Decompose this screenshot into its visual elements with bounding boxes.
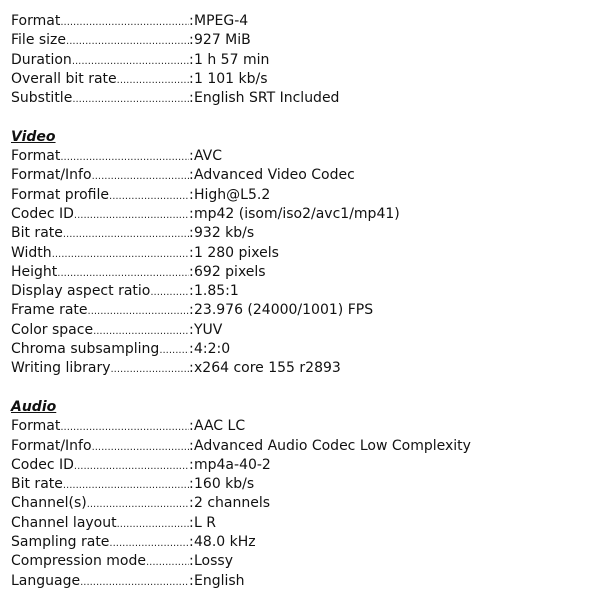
info-row bbox=[11, 494, 591, 513]
row-colon: : bbox=[189, 495, 194, 512]
row-value: YUV bbox=[194, 321, 223, 338]
row-colon: : bbox=[189, 360, 194, 377]
row-label: Writing library ..... bbox=[11, 359, 189, 379]
row-value: 1 280 pixels bbox=[194, 244, 279, 261]
row-value: English bbox=[194, 572, 245, 589]
row-label: Sampling rate ..... bbox=[11, 533, 189, 553]
row-value: 48.0 kHz bbox=[194, 534, 256, 551]
row-label: Bit rate ..... bbox=[11, 475, 189, 495]
row-label: Color space ..... bbox=[11, 321, 189, 341]
row-colon: : bbox=[189, 51, 194, 68]
row-value: AAC LC bbox=[194, 418, 246, 435]
row-colon: : bbox=[189, 437, 194, 454]
row-label: Bit rate ..... bbox=[11, 224, 189, 244]
row-value: 4:2:0 bbox=[194, 341, 231, 358]
info-row bbox=[11, 89, 591, 108]
media-info-sheet bbox=[11, 12, 591, 591]
row-value: Lossy bbox=[194, 553, 233, 570]
info-row bbox=[11, 456, 591, 475]
info-row bbox=[11, 205, 591, 224]
row-label: Format ..... bbox=[11, 147, 189, 167]
row-label: Height ..... bbox=[11, 263, 189, 283]
info-row bbox=[11, 321, 591, 340]
row-colon: : bbox=[189, 205, 194, 222]
info-row bbox=[11, 340, 591, 359]
row-label: Language ..... bbox=[11, 572, 189, 592]
info-row bbox=[11, 31, 591, 50]
row-colon: : bbox=[189, 263, 194, 280]
info-row bbox=[11, 301, 591, 320]
row-colon: : bbox=[189, 13, 194, 29]
info-row bbox=[11, 282, 591, 301]
row-value: High@L5.2 bbox=[194, 186, 271, 203]
row-label: Format/Info ..... bbox=[11, 437, 189, 457]
row-value: English SRT Included bbox=[194, 90, 340, 107]
row-label: Format profile ..... bbox=[11, 186, 189, 206]
row-colon: : bbox=[189, 476, 194, 493]
row-value: Advanced Audio Codec Low Complexity bbox=[194, 437, 471, 454]
row-value: x264 core 155 r2893 bbox=[194, 360, 341, 377]
info-row bbox=[11, 70, 591, 89]
info-row bbox=[11, 417, 591, 436]
row-label: Format/Info ..... bbox=[11, 166, 189, 186]
row-colon: : bbox=[189, 225, 194, 242]
row-label: Overall bit rate ..... bbox=[11, 70, 189, 90]
row-value: L R bbox=[194, 514, 216, 531]
row-colon: : bbox=[189, 70, 194, 87]
row-colon: : bbox=[189, 553, 194, 570]
row-colon: : bbox=[189, 534, 194, 551]
row-value: mp4a-40-2 bbox=[194, 456, 271, 473]
row-label: Codec ID ..... bbox=[11, 205, 189, 225]
row-label: Frame rate ..... bbox=[11, 301, 189, 321]
info-row bbox=[11, 224, 591, 243]
row-value: 932 kb/s bbox=[194, 225, 255, 242]
video-section bbox=[11, 128, 591, 379]
row-label: Chroma subsampling ..... bbox=[11, 340, 189, 360]
row-colon: : bbox=[189, 456, 194, 473]
row-colon: : bbox=[189, 32, 194, 49]
info-row bbox=[11, 359, 591, 378]
row-colon: : bbox=[189, 186, 194, 203]
row-label: Display aspect ratio ..... bbox=[11, 282, 189, 302]
row-label: Width ..... bbox=[11, 244, 189, 264]
info-row bbox=[11, 437, 591, 456]
row-value: mp42 (isom/iso2/avc1/mp41) bbox=[194, 205, 400, 222]
row-colon: : bbox=[189, 418, 194, 435]
row-value: 927 MiB bbox=[194, 32, 251, 49]
row-colon: : bbox=[189, 514, 194, 531]
row-value: 692 pixels bbox=[194, 263, 266, 280]
info-row bbox=[11, 514, 591, 533]
video-section-title: Video bbox=[11, 128, 56, 145]
row-value: 23.976 (24000/1001) FPS bbox=[194, 302, 374, 319]
info-row bbox=[11, 244, 591, 263]
info-row bbox=[11, 572, 591, 591]
row-colon: : bbox=[189, 321, 194, 338]
row-value: 2 channels bbox=[194, 495, 271, 512]
row-value: 1.85:1 bbox=[194, 283, 239, 300]
row-colon: : bbox=[189, 244, 194, 261]
row-value: MPEG-4 bbox=[194, 13, 249, 29]
info-row bbox=[11, 166, 591, 185]
info-row bbox=[11, 263, 591, 282]
row-label: Codec ID ..... bbox=[11, 456, 189, 476]
general-section bbox=[11, 12, 591, 108]
row-label: Compression mode ..... bbox=[11, 552, 189, 572]
info-row bbox=[11, 475, 591, 494]
audio-section-title: Audio bbox=[11, 398, 57, 415]
row-label: Format ..... bbox=[11, 417, 189, 437]
row-label: Duration ..... bbox=[11, 51, 189, 71]
row-colon: : bbox=[189, 167, 194, 184]
row-label: File size ..... bbox=[11, 31, 189, 51]
info-row bbox=[11, 533, 591, 552]
info-row bbox=[11, 51, 591, 70]
info-row bbox=[11, 186, 591, 205]
row-label: Format ..... bbox=[11, 12, 189, 32]
row-colon: : bbox=[189, 148, 194, 165]
info-row bbox=[11, 552, 591, 571]
info-row bbox=[11, 147, 591, 166]
row-value: 1 101 kb/s bbox=[194, 70, 268, 87]
row-colon: : bbox=[189, 572, 194, 589]
row-label: Channel layout ..... bbox=[11, 514, 189, 534]
row-label: Substitle ..... bbox=[11, 89, 189, 109]
row-value: 1 h 57 min bbox=[194, 51, 270, 68]
audio-section bbox=[11, 398, 591, 591]
info-row bbox=[11, 12, 591, 31]
row-colon: : bbox=[189, 90, 194, 107]
watermark-logo: A1Rip bbox=[354, 492, 586, 604]
row-label: Channel(s) ..... bbox=[11, 494, 189, 514]
row-colon: : bbox=[189, 283, 194, 300]
row-value: 160 kb/s bbox=[194, 476, 255, 493]
row-value: AVC bbox=[194, 148, 223, 165]
row-colon: : bbox=[189, 302, 194, 319]
row-colon: : bbox=[189, 341, 194, 358]
row-value: Advanced Video Codec bbox=[194, 167, 355, 184]
